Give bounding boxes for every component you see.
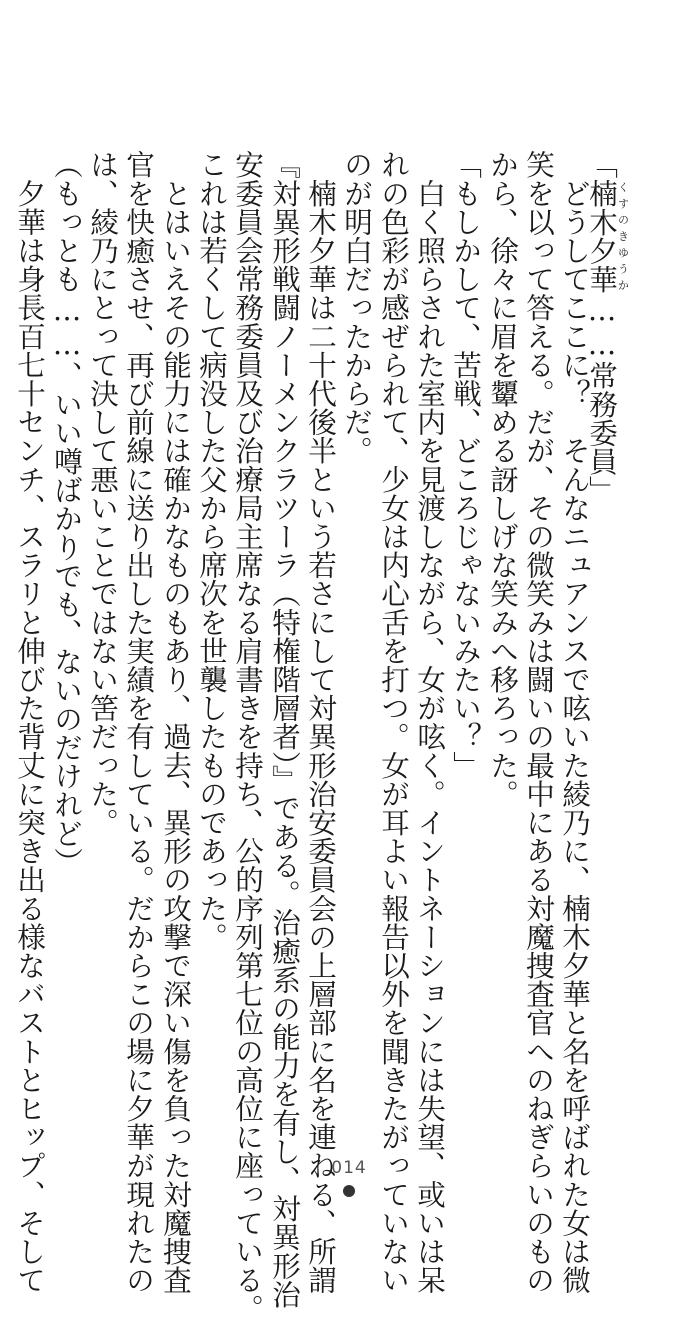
text-column: （もっとも……、いい噂ばかりでも、ないのだけれど） bbox=[50, 150, 84, 876]
text-column: 官を快癒させ、再び前線に送り出した実績を有している。だからこの場に夕華が現れたの bbox=[122, 150, 156, 1294]
text-column: のが明白だったからだ。 bbox=[340, 150, 374, 465]
text-column: とはいえその能力には確かなものもあり、過去、異形の攻撃で深い傷を負った対魔捜査 bbox=[159, 150, 193, 1294]
text-column: 「もしかして、苦戦、どころじゃないみたい？」 bbox=[449, 150, 483, 780]
page-marker-dot bbox=[343, 1185, 355, 1197]
text-column: 楠木夕華は二十代後半という若さにして対異形治安委員会の上層部に名を連ねる、所謂 bbox=[304, 150, 338, 1294]
text-column: 「楠木夕華くすのきゆうか……常務委員」 bbox=[585, 150, 630, 505]
text-column: 夕華は身長百七十センチ、スラリと伸びた背丈に突き出る様なバストとヒップ、そして bbox=[13, 150, 47, 1294]
text-column: どうしてここに？ そんなニュアンスで呟いた綾乃に、楠木夕華と名を呼ばれた女は微 bbox=[558, 150, 592, 1294]
text-column: 笑を以って答える。だが、その微笑みは闘いの最中にある対魔捜査官へのねぎらいのもの bbox=[522, 150, 556, 1294]
text-column: は、綾乃にとって決して悪いことではない筈だった。 bbox=[86, 150, 120, 837]
ruby-name: 楠木夕華くすのきゆうか bbox=[585, 178, 630, 294]
text-column: から、徐々に眉を顰める訝しげな笑みへ移ろった。 bbox=[486, 150, 520, 808]
text-column: 安委員会常務委員及び治療局主席なる肩書きを持ち、公的序列第七位の高位に座っている。 bbox=[231, 150, 265, 1323]
text-column: れの色彩が感ぜられて、少女は内心舌を打つ。女が耳よい報告以外を聞きたがっていない bbox=[377, 150, 411, 1294]
text-column: 『対異形戦闘ノーメンクラツーラ（特権階層者）』である。治癒系の能力を有し、対異形治 bbox=[268, 150, 302, 1309]
page-number: 014 bbox=[331, 1158, 367, 1178]
text-column: 白く照らされた室内を見渡しながら、女が呟く。イントネーションには失望、或いは呆 bbox=[413, 150, 447, 1294]
text-column: これは若くして病没した父から席次を世襲したものであった。 bbox=[195, 150, 229, 951]
